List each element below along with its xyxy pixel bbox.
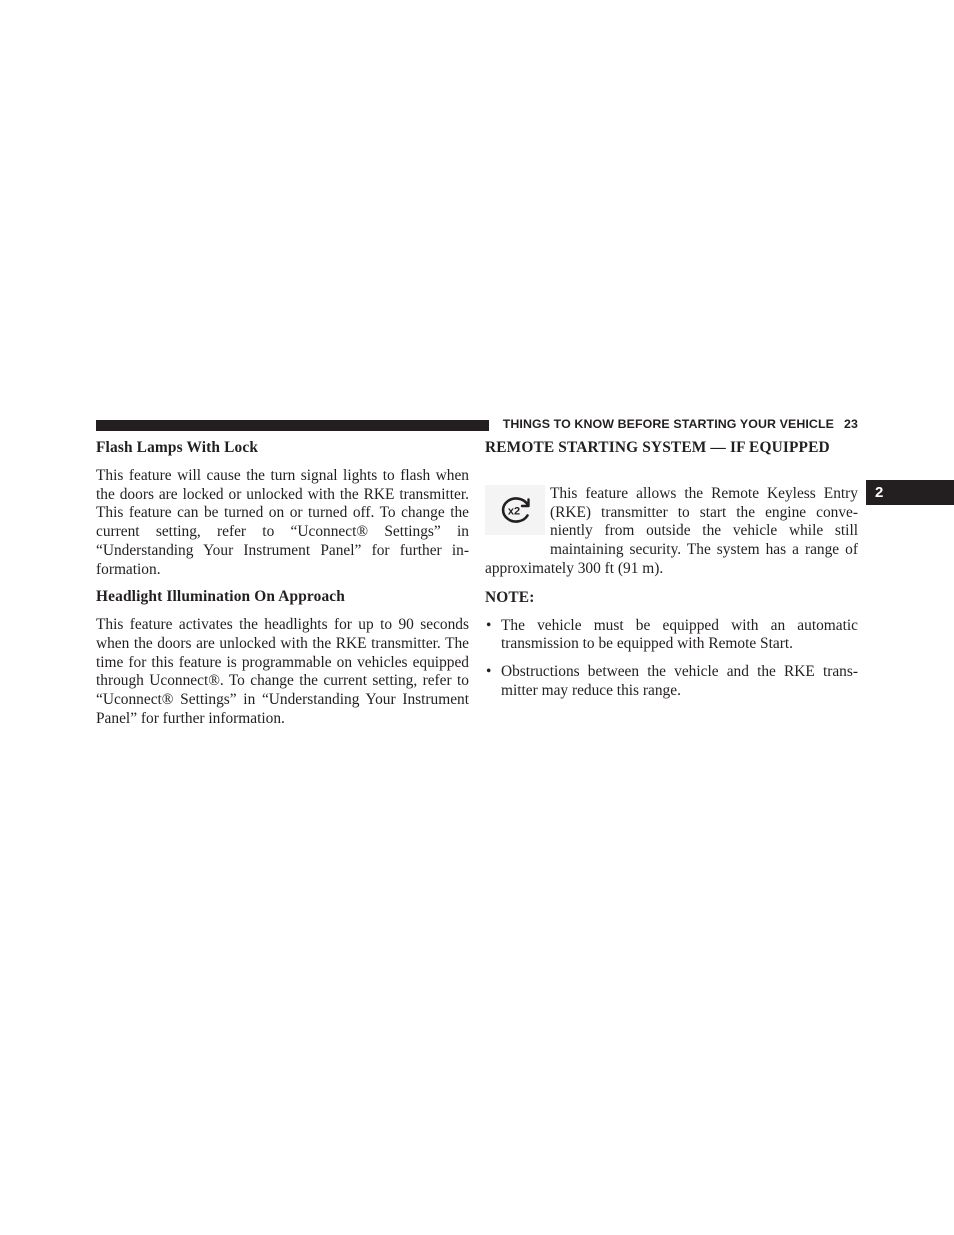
running-title: THINGS TO KNOW BEFORE STARTING YOUR VEHICLE xyxy=(502,417,835,431)
flash-lamps-body: This feature will cause the turn signal lights to flash when the doors are locked or unlocked with the RKE transmitter. This feature can be turned on or turned off. To change the current setting, refer to “Uconnect® Settings” in “Understanding Your Instrument Panel” for further information. xyxy=(96,467,469,578)
note-label: NOTE: xyxy=(485,588,535,606)
note-text: The vehicle must be equipped with an automatic transmission to be equipped with Remote Start. xyxy=(501,616,858,653)
header-rule xyxy=(96,420,489,431)
chapter-number: 2 xyxy=(875,484,884,501)
page-number: 23 xyxy=(844,417,858,431)
note-item xyxy=(485,663,858,700)
headlight-illumination-body: This feature activates the headlights for up to 90 seconds when the doors are unlocked with the RKE transmitter. The time for this feature is programmable on vehicles equipped through Uconnect®. To change the current setting, refer to “Uconnect® Settings” in “Understanding Your Instrument Panel” for further information. xyxy=(96,616,469,727)
intro-line-4: maintaining security. The system has a range of xyxy=(550,541,858,559)
bullet-glyph: • xyxy=(486,662,492,680)
right-column xyxy=(485,438,858,700)
chapter-tab xyxy=(866,480,954,505)
note-list xyxy=(485,617,858,701)
remote-start-x2-icon xyxy=(485,485,545,535)
note-item xyxy=(485,617,858,654)
note-text: Obstructions between the vehicle and the RKE transmitter may reduce this range. xyxy=(501,662,858,699)
running-header xyxy=(499,417,858,431)
icon-label: x2 xyxy=(507,505,521,518)
remote-start-intro xyxy=(485,485,858,579)
intro-line-3: niently from outside the vehicle while still xyxy=(550,522,858,540)
left-column xyxy=(96,438,469,728)
remote-start-heading: REMOTE STARTING SYSTEM — IF EQUIPPED xyxy=(485,439,830,456)
bullet-glyph: • xyxy=(486,616,492,634)
intro-line-1: This feature allows the Remote Keyless Entry xyxy=(550,485,858,502)
headlight-illumination-heading: Headlight Illumination On Approach xyxy=(96,588,345,606)
intro-line-5: approximately 300 ft (91 m). xyxy=(485,559,664,577)
intro-line-2: (RKE) transmitter to start the engine conve- xyxy=(550,503,858,521)
flash-lamps-heading: Flash Lamps With Lock xyxy=(96,439,259,456)
